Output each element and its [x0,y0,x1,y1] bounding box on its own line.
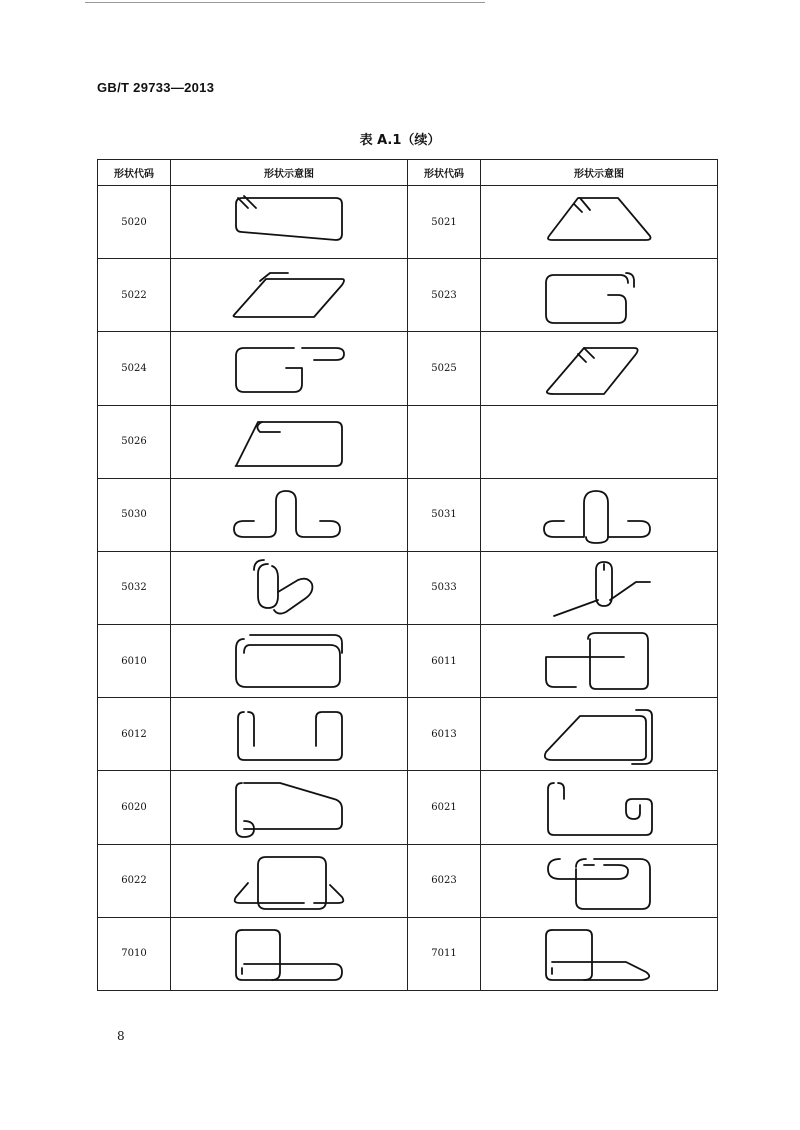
shape-diagram [481,332,718,405]
shape-diagram [481,698,718,771]
shape-5024-drawing [214,336,364,400]
shape-code: 5020 [98,186,171,259]
shape-5020-drawing [214,190,364,254]
shape-diagram [481,625,718,698]
shape-diagram [481,917,718,990]
shape-code: 5022 [98,259,171,332]
table-row [98,698,718,771]
shape-diagram [171,698,408,771]
table-row [98,478,718,551]
shape-5025-drawing [524,336,674,400]
shape-code: 5033 [408,551,481,624]
shape-diagram [171,625,408,698]
shape-diagram [171,551,408,624]
shape-diagram [481,844,718,917]
shape-diagram [171,259,408,332]
shape-diagram [171,405,408,478]
page-number: 8 [117,1029,125,1043]
shape-code: 6021 [408,771,481,844]
header-shape-diagram: 形状示意图 [481,160,718,186]
table-row [98,771,718,844]
shape-code: 6012 [98,698,171,771]
shape-5033-drawing [524,556,674,620]
table-row [98,259,718,332]
shape-diagram [171,771,408,844]
shape-diagram [481,478,718,551]
table-row [98,186,718,259]
table-row [98,625,718,698]
shape-code: 5023 [408,259,481,332]
shape-5031-drawing [524,483,674,547]
shape-7011-drawing [524,922,674,986]
standard-code: GB/T 29733—2013 [97,80,215,95]
shape-code: 6022 [98,844,171,917]
shape-5021-drawing [524,190,674,254]
shape-5026-drawing [214,410,364,474]
shape-6020-drawing [214,775,364,839]
shape-code: 5025 [408,332,481,405]
shape-code [408,405,481,478]
table-row [98,917,718,990]
table-row [98,405,718,478]
header-shape-code: 形状代码 [408,160,481,186]
shape-code: 6013 [408,698,481,771]
shape-code: 5031 [408,478,481,551]
table-row [98,551,718,624]
shape-6023-drawing [524,849,674,913]
shape-diagram [481,259,718,332]
shape-6012-drawing [214,702,364,766]
shape-code: 5026 [98,405,171,478]
shape-6022-drawing [214,849,364,913]
shape-code: 5024 [98,332,171,405]
shape-code: 7011 [408,917,481,990]
shape-diagram [481,551,718,624]
table-row [98,844,718,917]
shape-code: 7010 [98,917,171,990]
shape-diagram-empty [481,405,718,478]
shape-code: 5021 [408,186,481,259]
shape-5022-drawing [214,263,364,327]
shape-6011-drawing [524,629,674,693]
shape-5030-drawing [214,483,364,547]
shape-code: 5030 [98,478,171,551]
shape-code: 6011 [408,625,481,698]
shape-code: 5032 [98,551,171,624]
top-rule [85,2,485,3]
shape-diagram [171,917,408,990]
shape-diagram [171,478,408,551]
shape-code: 6020 [98,771,171,844]
shape-diagram [171,332,408,405]
header-shape-diagram: 形状示意图 [171,160,408,186]
shape-6010-drawing [214,629,364,693]
shape-diagram [481,771,718,844]
shape-diagram [171,844,408,917]
shape-code: 6023 [408,844,481,917]
shape-code-table [97,159,718,991]
shape-5032-drawing [214,556,364,620]
shape-7010-drawing [214,922,364,986]
shape-5023-drawing [524,263,674,327]
shape-diagram [171,186,408,259]
header-shape-code: 形状代码 [98,160,171,186]
table-caption: 表 A.1（续） [359,133,441,148]
table-header-row [98,160,718,186]
shape-6013-drawing [524,702,674,766]
shape-6021-drawing [524,775,674,839]
table-row [98,332,718,405]
shape-diagram [481,186,718,259]
shape-code: 6010 [98,625,171,698]
